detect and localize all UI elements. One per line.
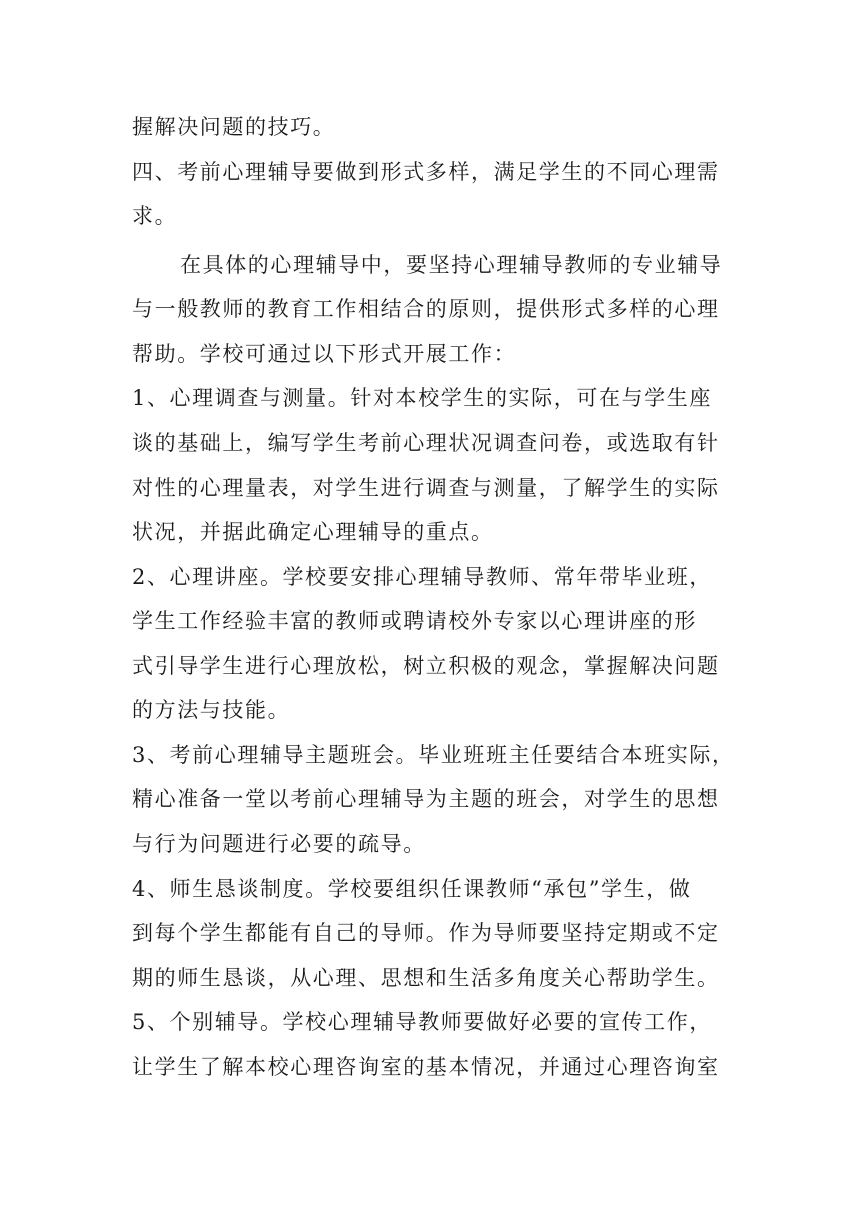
text-line: 的方法与技能。	[132, 698, 291, 722]
paragraph-first-line: 在具体的心理辅导中，要坚持心理辅导教师的专业辅导	[180, 253, 723, 277]
text-line: 与一般教师的教育工作相结合的原则，提供形式多样的心理	[132, 297, 720, 321]
text-line: 对性的心理量表，对学生进行调查与测量，了解学生的实际	[132, 476, 720, 500]
text-line: 学生工作经验丰富的教师或聘请校外专家以心理讲座的形	[132, 609, 697, 633]
text-line: 握解决问题的技巧。	[132, 115, 336, 139]
text-line: 谈的基础上，编写学生考前心理状况调查问卷，或选取有针	[132, 431, 720, 455]
list-item-start: 1、心理调查与测量。针对本校学生的实际，可在与学生座	[132, 386, 712, 410]
text-line: 精心准备一堂以考前心理辅导为主题的班会，对学生的思想	[132, 787, 720, 811]
text-line: 状况，并据此确定心理辅导的重点。	[132, 520, 494, 544]
section-heading: 四、考前心理辅导要做到形式多样，满足学生的不同心理需	[132, 160, 720, 184]
text-line: 求。	[132, 204, 178, 228]
text-line: 帮助。学校可通过以下形式开展工作：	[132, 342, 517, 366]
text-line: 式引导学生进行心理放松，树立积极的观念，掌握解决问题	[132, 654, 720, 678]
text-line: 让学生了解本校心理咨询室的基本情况，并通过心理咨询室	[132, 1055, 720, 1079]
list-item-start: 5、个别辅导。学校心理辅导教师要做好必要的宣传工作，	[132, 1010, 712, 1034]
text-line: 期的师生恳谈，从心理、思想和生活多角度关心帮助学生。	[132, 966, 720, 990]
list-item-start: 4、师生恳谈制度。学校要组织任课教师“承包”学生，做	[132, 877, 692, 901]
list-item-start: 2、心理讲座。学校要安排心理辅导教师、常年带毕业班，	[132, 565, 712, 589]
text-line: 与行为问题进行必要的疏导。	[132, 832, 426, 856]
text-line: 到每个学生都能有自己的导师。作为导师要坚持定期或不定	[132, 921, 720, 945]
list-item-start: 3、考前心理辅导主题班会。毕业班班主任要结合本班实际，	[132, 743, 735, 767]
